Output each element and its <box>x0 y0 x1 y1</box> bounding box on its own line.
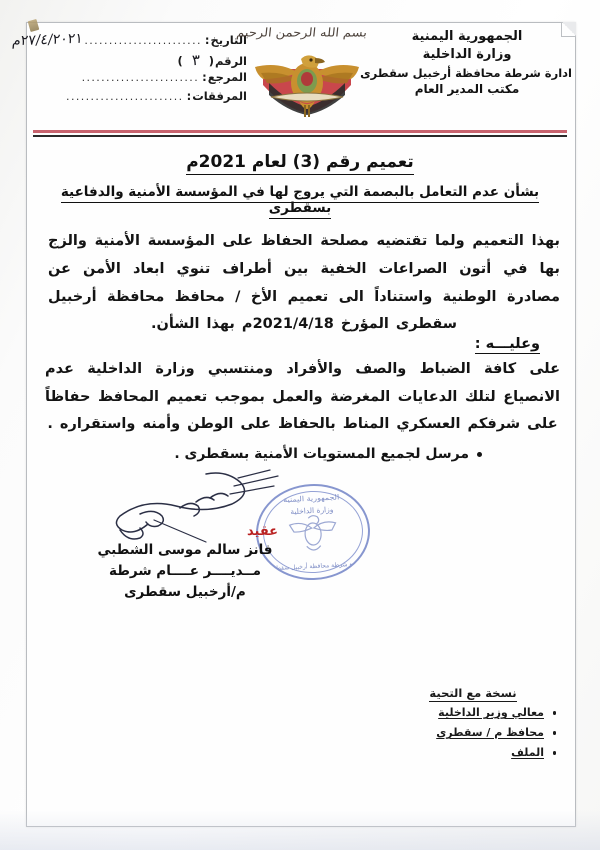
meta-row-reference <box>51 70 247 89</box>
seal-line-1: الجمهورية اليمنية <box>283 493 340 505</box>
distribution-item <box>388 743 558 763</box>
basmala-calligraphy: بسم الله الرحمن الرحيم <box>235 26 368 41</box>
attachments-label: المرفقات <box>192 89 247 103</box>
section-heading <box>475 336 540 352</box>
number-value-handwritten: ٣ <box>191 50 201 70</box>
signatory-name: فانز سالم موسى الشطبي <box>97 542 273 558</box>
distribution-title <box>388 686 558 700</box>
letterhead-divider <box>33 130 567 137</box>
distribution-title-text: نسخة مع التحية <box>429 686 517 700</box>
bullet-dot-icon <box>477 452 482 457</box>
reference-colon: : <box>202 70 207 84</box>
org-office-name: مكتب المدير العام <box>414 82 520 97</box>
distribution-list <box>388 686 558 763</box>
emblem-block <box>235 26 368 130</box>
reference-dots: ........................ <box>81 71 200 84</box>
yemen-eagle-emblem-icon <box>249 39 365 119</box>
org-republic-name: الجمهورية اليمنية <box>411 29 523 44</box>
body-paragraph-2: على كافة الضباط والصف والأفراد ومنتسبي وزارة الداخلية عدم الانصياع لتلك الدعايات المغرضة والعمل بموجب تعميم المحافظ حفاظاً على شرفكم العسكري المناط بالحفاظ على الوطن وأمنه واستقراره . <box>45 361 560 433</box>
meta-row-number <box>51 51 247 70</box>
signatory-role: مــديــــر عــــام شرطة <box>109 562 261 579</box>
number-paren-open: ( <box>208 54 215 68</box>
reference-label: المرجع <box>207 70 247 84</box>
seal-line-2: وزارة الداخلية <box>290 504 334 517</box>
number-paren-close: ) <box>177 54 183 68</box>
document-subtitle <box>45 184 555 216</box>
document-subtitle-text: بشأن عدم التعامل بالبصمة التي يروج لها في المؤسسة الأمنية والدفاعية بسقطرى <box>61 184 539 219</box>
distribution-item <box>388 723 558 743</box>
body-bullet-item <box>174 446 482 462</box>
org-department-name: ادارة شرطة محافظة أرخبيل سقطرى <box>360 65 572 80</box>
signatory-rank: عقيد <box>247 524 279 539</box>
document-meta-block <box>10 30 247 108</box>
attachments-colon: : <box>186 89 192 103</box>
attachments-dots: ........................ <box>66 90 184 103</box>
letterhead <box>10 26 572 126</box>
organization-titles <box>362 28 572 98</box>
date-colon: : <box>204 33 210 47</box>
signature-block <box>60 540 310 603</box>
distribution-item-text: الملف <box>511 746 544 760</box>
seal-line-3: ادارة شرطة محافظة أرخبيل سقطرى <box>267 560 362 573</box>
document-title <box>0 152 600 172</box>
distribution-item-text: معالي وزير الداخلية <box>438 706 544 719</box>
date-label: التاريخ <box>210 33 247 47</box>
meta-row-attachments <box>51 89 247 108</box>
meta-row-date <box>10 30 247 51</box>
org-ministry-name: وزارة الداخلية <box>422 47 512 63</box>
date-dots: ........................ <box>84 34 202 47</box>
body-paragraph-1: بهذا التعميم ولما تقتضيه مصلحة الحفاظ على المؤسسة الأمنية والزج بها في أتون الصراعات الخفية بين أطراف تنوي ابعاد الأمن عن مصادرة الوطنية واستناداً الى تعميم الأخ / محافظ محافظة أرخبيل سقطرى المؤرخ 2021/4/18م بهذا الشأن. <box>48 233 560 333</box>
date-value-handwritten: ٢٧/٤/٢٠٢١م <box>10 30 84 50</box>
body-bullet-text: مرسل لجميع المستويات الأمنية بسقطرى . <box>174 446 469 462</box>
section-heading-text: وعليـــه : <box>474 336 540 352</box>
distribution-item-text: محافظ م / سقطرى <box>436 726 544 740</box>
document-title-text: تعميم رقم (3) لعام 2021م <box>186 152 414 175</box>
signatory-unit: م/أرخبيل سقطرى <box>124 583 246 600</box>
number-label: الرقم <box>215 54 247 68</box>
distribution-item <box>388 703 558 723</box>
divider-black-rule <box>33 135 567 138</box>
